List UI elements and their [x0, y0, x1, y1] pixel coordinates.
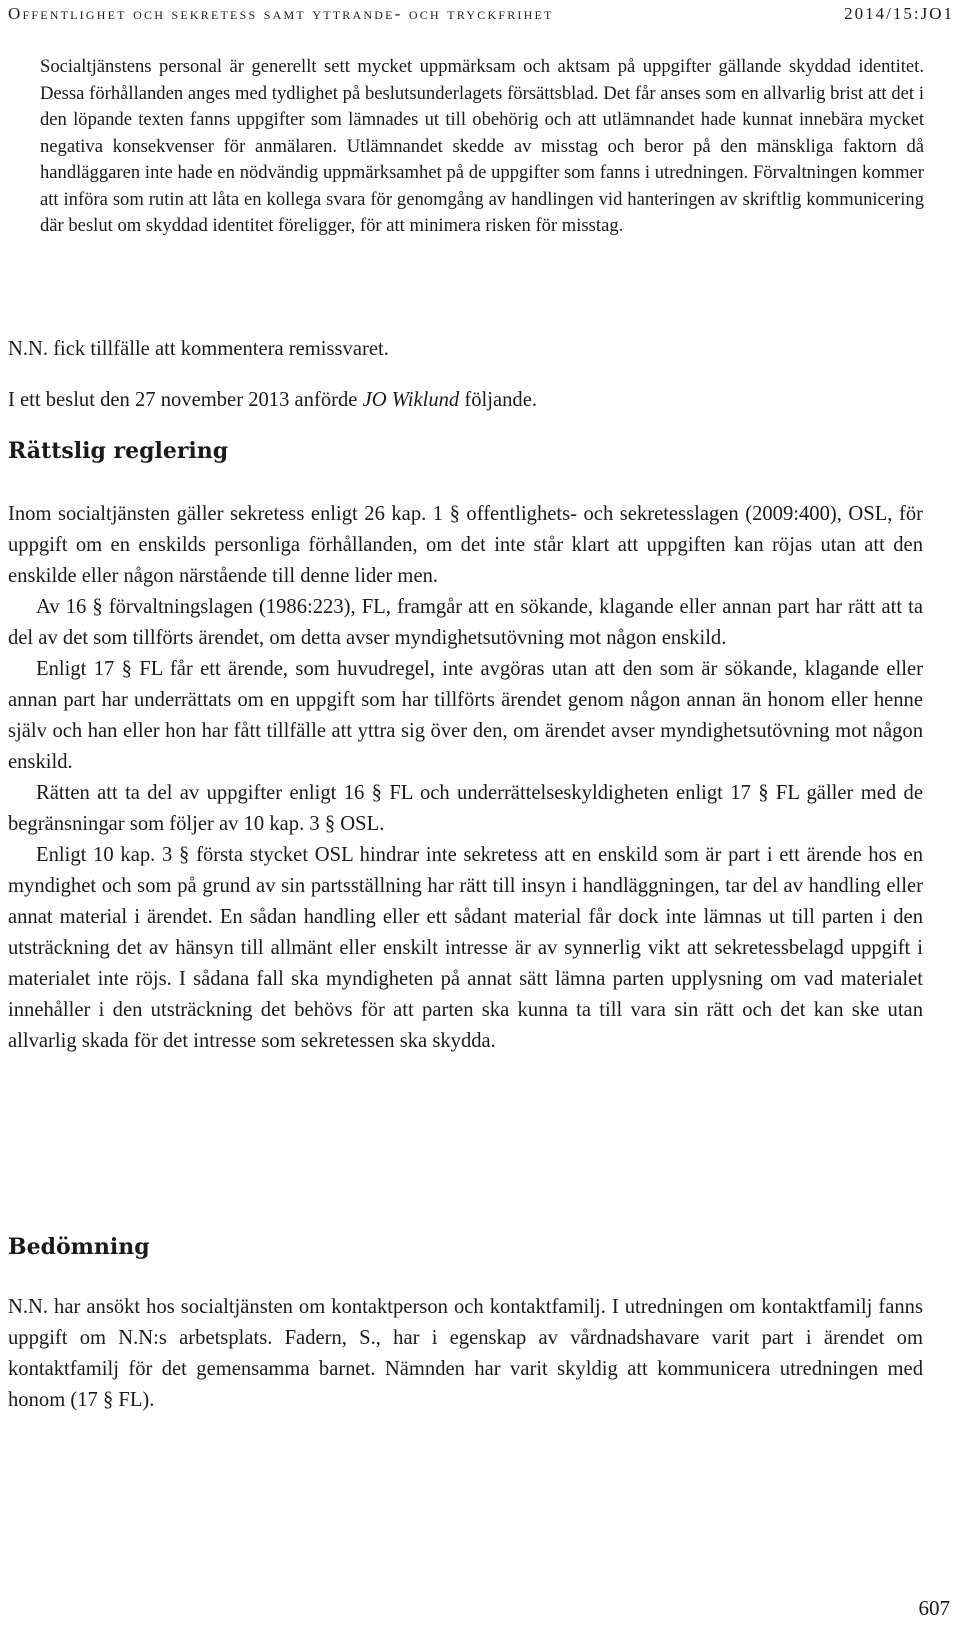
section-heading-assessment: Bedömning	[8, 1234, 150, 1260]
page-header	[8, 2, 954, 32]
page-number: 607	[918, 1596, 950, 1620]
quoted-paragraph: Socialtjänstens personal är generellt sett mycket uppmärksam och aktsam på uppgifter gällande skyddad identitet. Dessa förhållanden anges med tydlighet på beslutsunderlagets försättsblad. Det får anses som en allvarlig brist att det i den löpande texten fanns uppgifter som lämnades ut till obehörig och att utlämnandet hade kunnat innebära mycket negativa konsekvenser för anmälaren. Utlämnandet skedde av misstag och beror på den mänskliga faktorn då handläggaren inte hade en nödvändig uppmärksamhet på de uppgifter som fanns i utredningen. Förvaltningen kommer att införa som rutin att låta en kollega svara för genomgång av handlingen vid hanteringen av skriftlig kommunicering där beslut om skyddad identitet föreligger, för att minimera risken för misstag.	[40, 56, 924, 236]
legal-text	[8, 499, 923, 1057]
legal-paragraph-3: Enligt 17 § FL får ett ärende, som huvudregel, inte avgöras utan att den som är sökande, klagande eller annan part har underrättats om en uppgift som har tillförts ärendet genom någon annan än honom eller henne själv och han eller hon har fått tillfälle att yttra sig över den, om ärendet avser myndighetsutövning mot någon enskild.	[8, 658, 923, 773]
assessment-paragraph-1: N.N. har ansökt hos socialtjänsten om kontaktperson och kontaktfamilj. I utredningen om kontaktfamilj fanns uppgift om N.N:s arbetsplats. Fadern, S., har i egenskap av vårdnadshavare varit part i ärendet om kontaktfamilj för det gemensamma barnet. Nämnden har varit skyldig att kommunicera utredningen med honom (17 § FL).	[8, 1296, 923, 1411]
decision-intro-after: följande.	[459, 389, 538, 411]
case-number: 2014/15:JO1	[844, 4, 954, 23]
comment-line: N.N. fick tillfälle att kommentera remissvaret.	[8, 338, 389, 360]
decision-intro	[8, 385, 923, 416]
legal-paragraph-1: Inom socialtjänsten gäller sekretess enligt 26 kap. 1 § offentlighets- och sekretesslagen (2009:400), OSL, för uppgift om en enskilds personliga förhållanden, om det inte står klart att uppgiften kan röjas utan att den enskilde eller någon närstående till denne lider men.	[8, 503, 923, 587]
quoted-response-block	[40, 54, 924, 240]
legal-paragraph-2: Av 16 § förvaltningslagen (1986:223), FL, framgår att en sökande, klagande eller annan part har rätt att ta del av det som tillförts ärendet, om detta avser myndighetsutövning mot någon enskild.	[8, 596, 923, 649]
legal-paragraph-5: Enligt 10 kap. 3 § första stycket OSL hindrar inte sekretess att en enskild som är part i ett ärende hos en myndighet och som på grund av sin partsställning har rätt till insyn i handläggningen, tar del av handling eller annat material i ärendet. En sådan handling eller ett sådant material får dock inte lämnas ut till parten i den utsträckning det av hänsyn till allmänt eller enskilt intresse är av synnerlig vikt att sekretessbelagd uppgift i materialet inte röjs. I sådana fall ska myndigheten på annat sätt lämna parten upplysning om vad materialet innehåller i den utsträckning det behövs för att parten ska kunna ta till vara sin rätt och det kan ske utan allvarlig skada för det intresse som sekretessen ska skydda.	[8, 844, 923, 1052]
section-heading-legal: Rättslig reglering	[8, 438, 229, 464]
decision-intro-before: I ett beslut den 27 november 2013 anförde	[8, 389, 363, 411]
legal-paragraph-4: Rätten att ta del av uppgifter enligt 16 § FL och underrättelseskyldigheten enligt 17 § FL gäller med de begränsningar som följer av 10 kap. 3 § OSL.	[8, 782, 923, 835]
assessment-text	[8, 1292, 923, 1416]
decision-intro-name: JO Wiklund	[362, 389, 460, 411]
running-title: Offentlighet och sekretess samt yttrande- och tryckfrihet	[8, 4, 554, 23]
